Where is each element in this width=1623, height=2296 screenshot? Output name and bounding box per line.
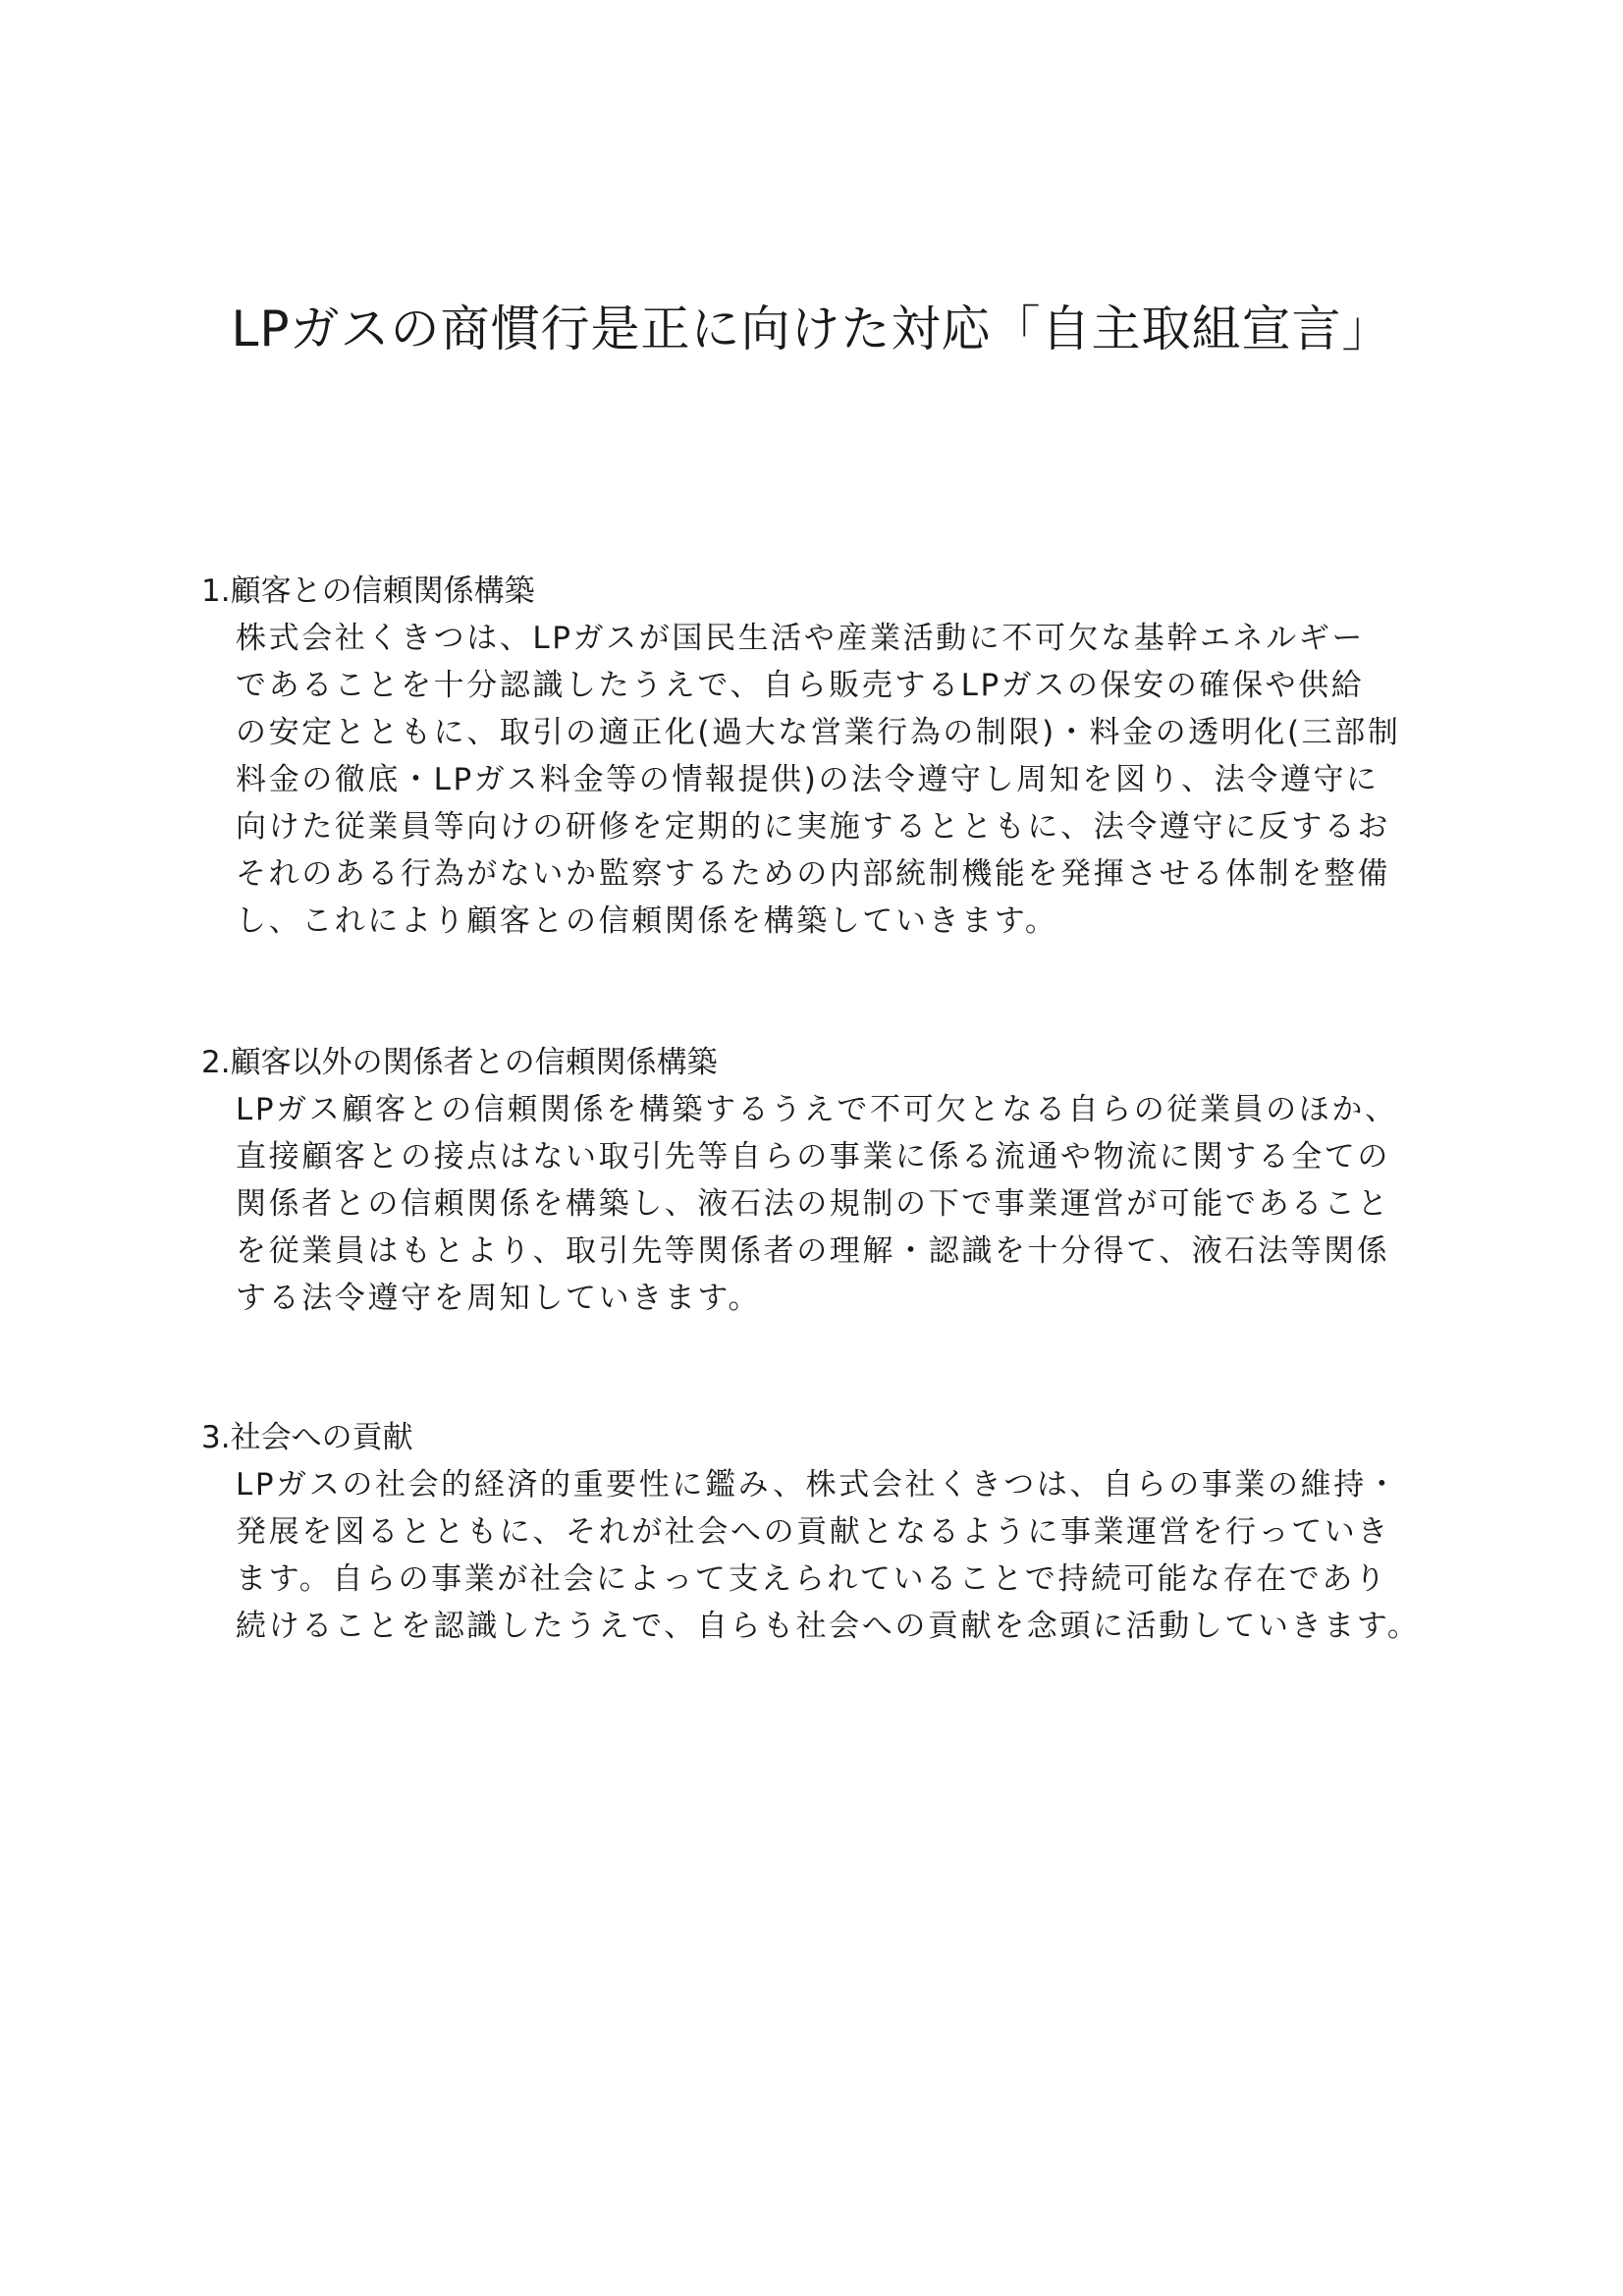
body-line: であることを十分認識したうえで、自ら販売するLPガスの保安の確保や供給 — [236, 668, 1365, 703]
section-stakeholder-trust — [201, 1039, 1419, 1322]
body-line: ます。自らの事業が社会によって支えられていることで持続可能な存在であり — [236, 1561, 1388, 1597]
section-body — [201, 1086, 1419, 1322]
section-heading: 3.社会への貢献 — [201, 1420, 413, 1455]
body-line: 料金の徹底・LPガス料金等の情報提供)の法令遵守し周知を図り、法令遵守に — [236, 762, 1380, 797]
body-line: それのある行為がないか監察するための内部統制機能を発揮させる体制を整備 — [236, 856, 1390, 892]
section-body — [201, 1461, 1419, 1650]
body-line: を従業員はもとより、取引先等関係者の理解・認識を十分得て、液石法等関係 — [236, 1233, 1390, 1269]
body-line: 関係者との信頼関係を構築し、液石法の規制の下で事業運営が可能であること — [236, 1186, 1390, 1222]
document-title: LPガスの商慣行是正に向けた対応「自主取組宣言」 — [231, 301, 1392, 357]
body-line: 発展を図るとともに、それが社会への貢献となるように事業運営を行っていき — [236, 1514, 1390, 1550]
section-body — [201, 615, 1419, 945]
body-line: LPガス顧客との信頼関係を構築するうえで不可欠となる自らの従業員のほか、 — [236, 1092, 1398, 1127]
body-line: の安定とともに、取引の適正化(過大な営業行為の制限)・料金の透明化(三部制 — [236, 715, 1401, 750]
section-heading: 2.顧客以外の関係者との信頼関係構築 — [201, 1045, 718, 1080]
body-line: 直接顧客との接点はない取引先等自らの事業に係る流通や物流に関する全ての — [236, 1139, 1390, 1175]
body-line: 向けた従業員等向けの研修を定期的に実施するとともに、法令遵守に反するお — [236, 809, 1390, 845]
body-line: する法令遵守を周知していきます。 — [236, 1281, 762, 1316]
body-line: 続けることを認識したうえで、自らも社会への貢献を念頭に活動していきます。 — [236, 1609, 1421, 1644]
body-line: 株式会社くきつは、LPガスが国民生活や産業活動に不可欠な基幹エネルギー — [236, 621, 1365, 656]
section-customer-trust — [201, 568, 1419, 945]
body-line: し、これにより顧客との信頼関係を構築していきます。 — [236, 903, 1058, 939]
body-line: LPガスの社会的経済的重要性に鑑み、株式会社くきつは、自らの事業の維持・ — [236, 1467, 1400, 1503]
section-social-contribution — [201, 1414, 1419, 1650]
section-heading: 1.顧客との信頼関係構築 — [201, 574, 535, 609]
